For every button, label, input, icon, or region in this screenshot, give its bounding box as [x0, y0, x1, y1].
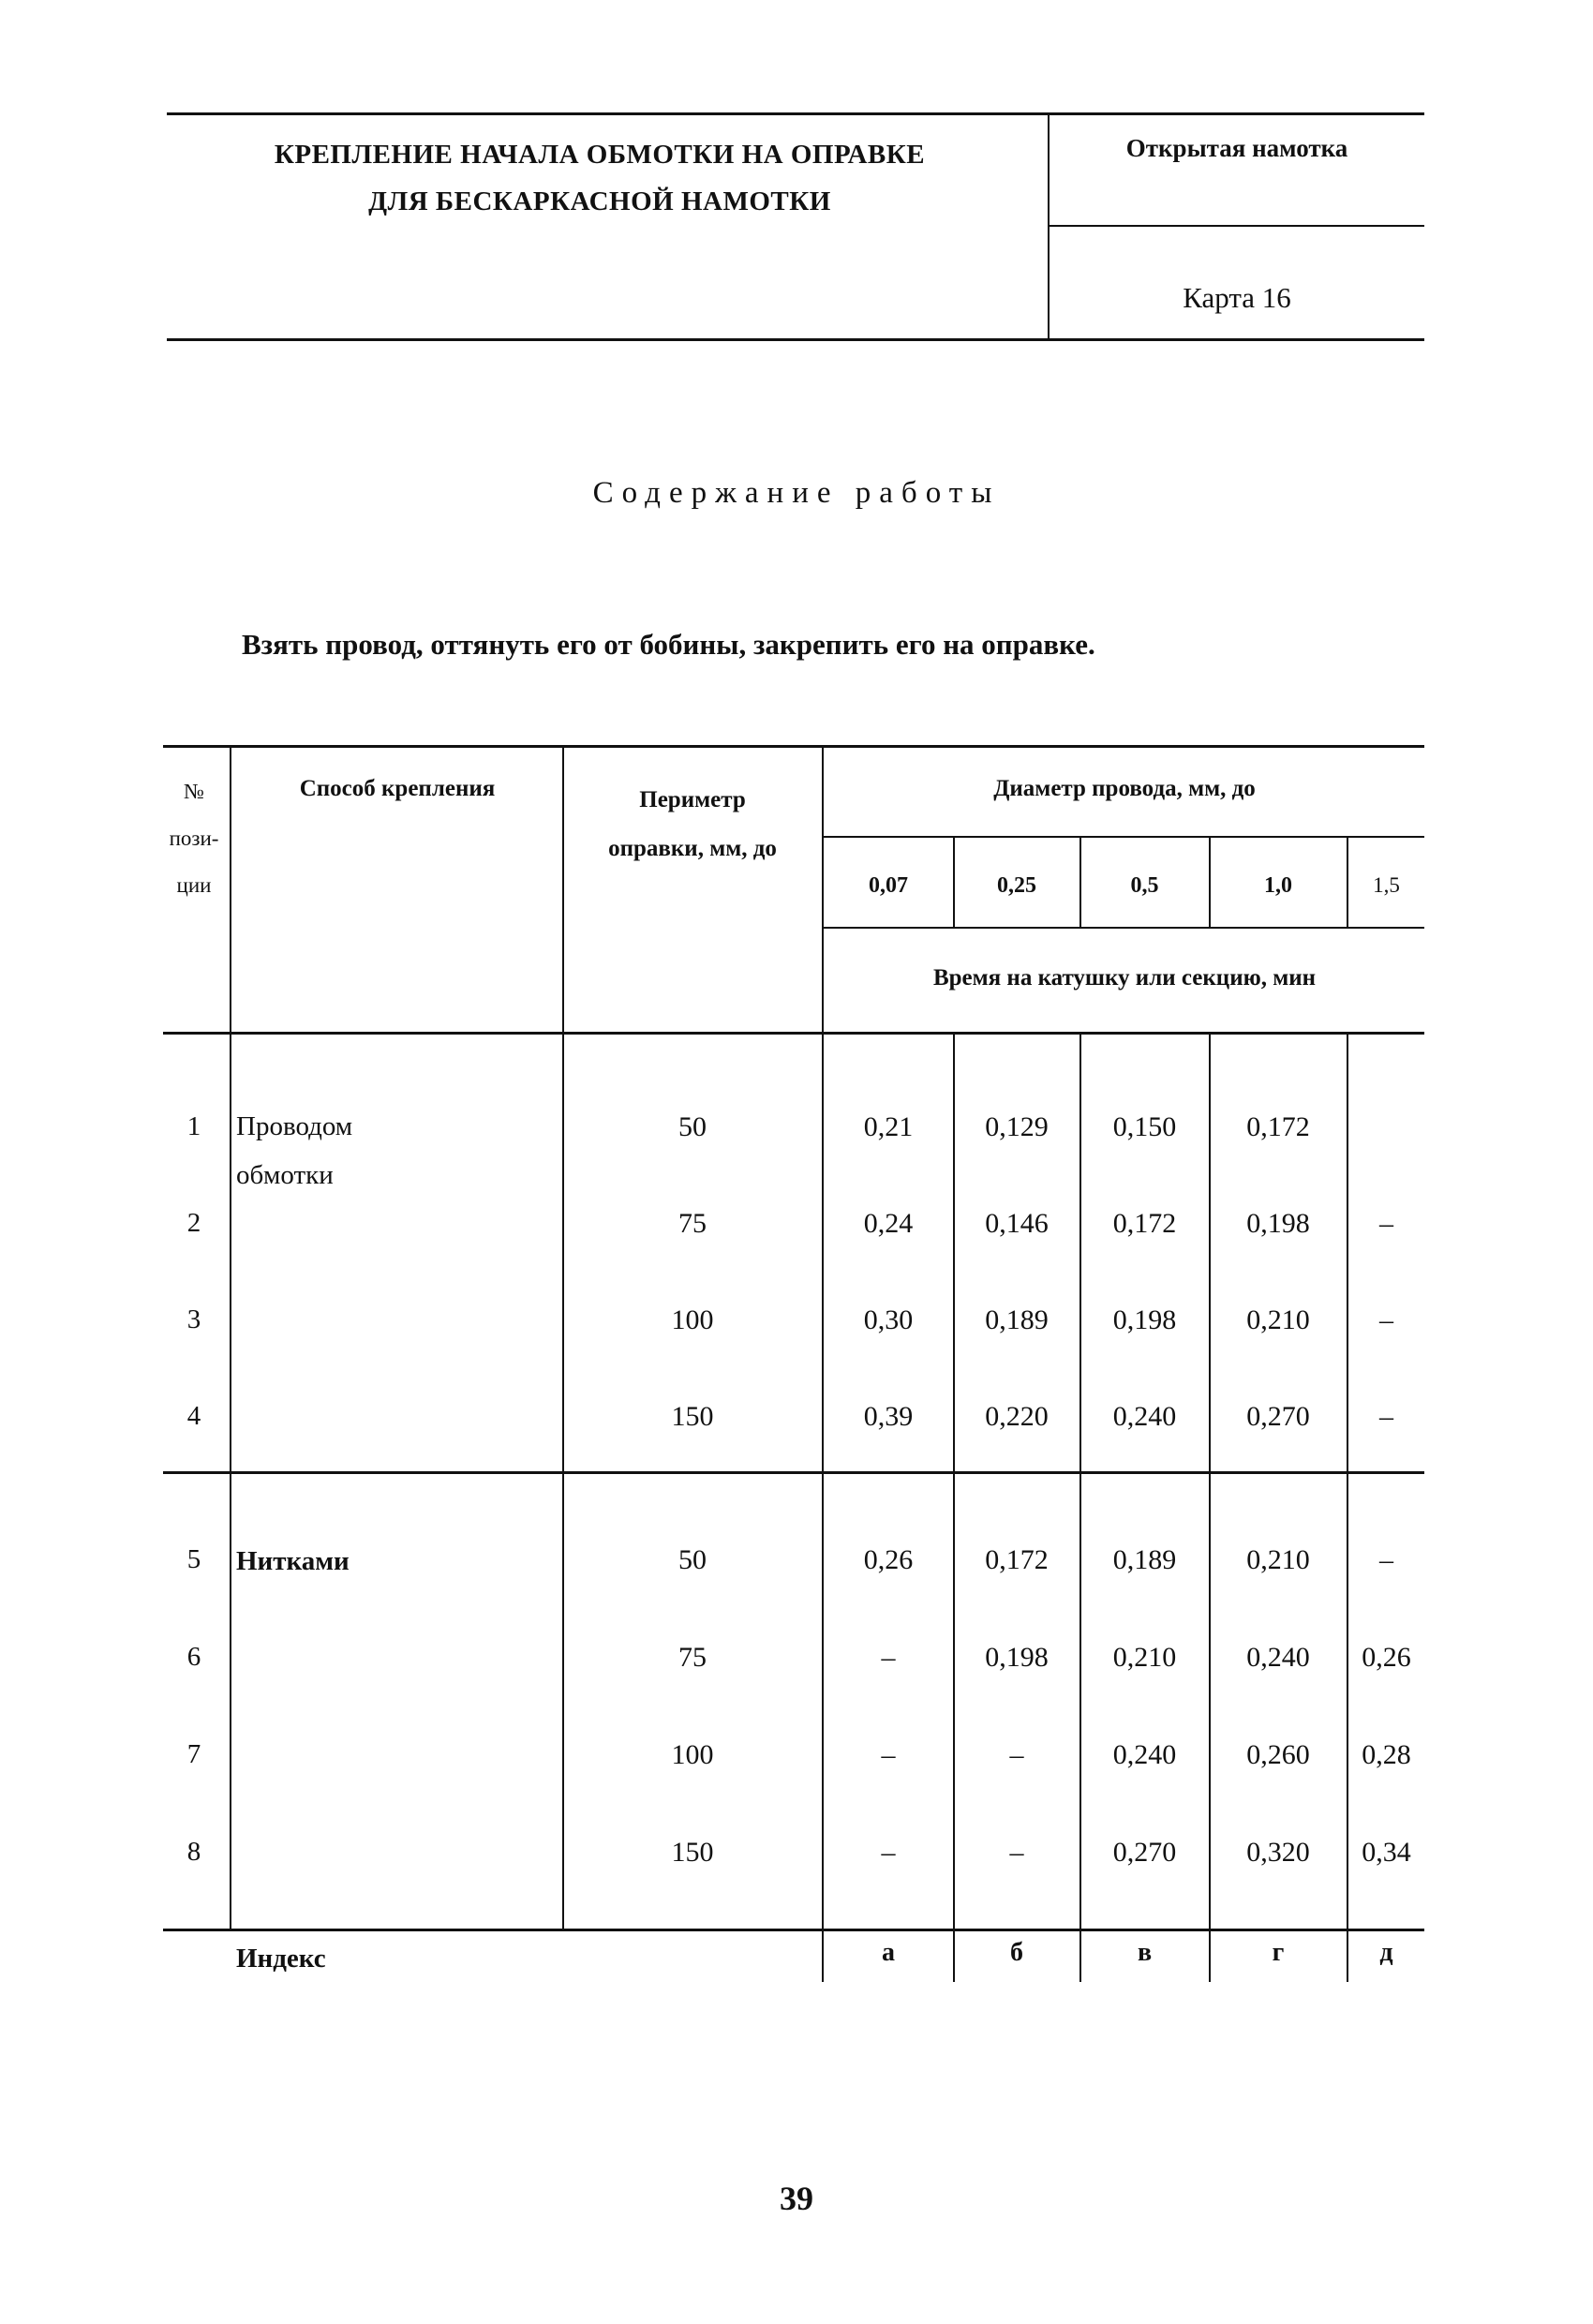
row-2-value-a: 0,24	[863, 1208, 914, 1239]
col-no-header-line1: №	[184, 780, 204, 803]
row-1-perimeter: 50	[678, 1111, 707, 1142]
row-3-value-a: 0,30	[863, 1304, 914, 1335]
col-perimeter-header-line1: Периметр	[639, 787, 746, 812]
row-4-number: 4	[186, 1401, 201, 1431]
col-method-header: Способ крепления	[299, 776, 496, 801]
row-2-value-e: –	[1379, 1208, 1393, 1239]
method-threads	[236, 1537, 350, 1586]
diameter-e: 1,5	[1373, 873, 1400, 897]
index-a: а	[882, 1938, 895, 1967]
row-8-value-d: 0,320	[1246, 1837, 1310, 1868]
document-title	[169, 131, 1031, 225]
row-2-value-c: 0,172	[1112, 1208, 1177, 1239]
index-c: в	[1137, 1938, 1153, 1967]
diameter-a: 0,07	[869, 873, 908, 898]
row-8-value-e: 0,34	[1362, 1837, 1411, 1868]
row-5-value-e: –	[1379, 1544, 1393, 1575]
table-time-rule	[823, 927, 1424, 929]
section-title: Содержание работы	[592, 476, 1001, 510]
row-4-perimeter: 150	[671, 1401, 714, 1432]
table-col-perimeter-divider	[822, 745, 824, 1982]
index-b: б	[1010, 1938, 1023, 1967]
header-category: Открытая намотка	[1125, 134, 1348, 162]
row-5-perimeter: 50	[678, 1544, 707, 1575]
index-e: д	[1379, 1938, 1393, 1967]
method-wire-line2: обмотки	[236, 1160, 334, 1190]
intro-text: Взять провод, оттянуть его от бобины, закрепить его на оправке.	[242, 628, 1095, 661]
diameter-d: 1,0	[1264, 873, 1292, 898]
header-mid-rule	[1048, 225, 1424, 227]
header-bottom-rule	[167, 338, 1424, 341]
col-diameter-header: Диаметр провода, мм, до	[993, 776, 1256, 801]
row-3-value-c: 0,198	[1112, 1304, 1177, 1335]
row-7-value-a: –	[881, 1739, 896, 1770]
row-1-number: 1	[186, 1111, 201, 1141]
index-d: г	[1272, 1938, 1285, 1967]
row-2-number: 2	[186, 1208, 201, 1238]
method-wire-line1: Проводом	[236, 1111, 353, 1141]
table-diameter-rule	[823, 836, 1424, 838]
row-2-perimeter: 75	[678, 1208, 707, 1239]
row-8-perimeter: 150	[671, 1837, 714, 1868]
document-title-line1: КРЕПЛЕНИЕ НАЧАЛА ОБМОТКИ НА ОПРАВКЕ	[274, 140, 926, 170]
row-6-value-d: 0,240	[1246, 1642, 1310, 1673]
method-wire	[236, 1102, 352, 1199]
row-8-value-a: –	[881, 1837, 896, 1868]
col-no-header-line2: пози-	[169, 827, 219, 850]
row-1-value-b: 0,129	[985, 1111, 1049, 1142]
row-7-value-d: 0,260	[1246, 1739, 1310, 1770]
row-7-value-c: 0,240	[1112, 1739, 1177, 1770]
table-group-rule	[163, 1471, 1424, 1474]
row-7-value-b: –	[1009, 1739, 1024, 1770]
row-7-perimeter: 100	[671, 1739, 714, 1770]
row-4-value-c: 0,240	[1112, 1401, 1177, 1432]
row-5-value-b: 0,172	[985, 1544, 1049, 1575]
row-6-value-e: 0,26	[1362, 1642, 1411, 1673]
col-perimeter-header-line2: оправки, мм, до	[608, 836, 777, 861]
row-3-number: 3	[186, 1304, 201, 1334]
row-1-value-d: 0,172	[1246, 1111, 1310, 1142]
row-6-value-b: 0,198	[985, 1642, 1049, 1673]
row-3-value-b: 0,189	[985, 1304, 1049, 1335]
row-6-value-a: –	[881, 1642, 896, 1673]
row-3-value-d: 0,210	[1246, 1304, 1310, 1335]
col-no-header-line3: ции	[176, 873, 212, 897]
row-6-perimeter: 75	[678, 1642, 707, 1673]
row-4-value-e: –	[1379, 1401, 1393, 1432]
row-6-value-c: 0,210	[1112, 1642, 1177, 1673]
page-number: 39	[780, 2180, 813, 2217]
header-top-rule	[167, 112, 1424, 115]
row-5-value-d: 0,210	[1246, 1544, 1310, 1575]
row-7-number: 7	[186, 1739, 201, 1769]
row-5-value-c: 0,189	[1112, 1544, 1177, 1575]
header-card-number: Карта 16	[1183, 281, 1291, 314]
document-title-line2: ДЛЯ БЕСКАРКАСНОЙ НАМОТКИ	[368, 186, 831, 216]
col-perimeter-header	[564, 776, 821, 873]
row-4-value-b: 0,220	[985, 1401, 1049, 1432]
row-5-value-a: 0,26	[863, 1544, 914, 1575]
table-header-bottom-rule	[163, 1032, 1424, 1035]
index-label: Индекс	[236, 1944, 326, 1974]
diameter-b: 0,25	[997, 873, 1036, 898]
row-8-value-b: –	[1009, 1837, 1024, 1868]
row-4-value-a: 0,39	[863, 1401, 914, 1432]
row-3-perimeter: 100	[671, 1304, 714, 1335]
table-top-rule	[163, 745, 1424, 748]
row-1-value-c: 0,150	[1112, 1111, 1177, 1142]
row-4-value-d: 0,270	[1246, 1401, 1310, 1432]
diameter-c: 0,5	[1130, 873, 1159, 898]
col-no-header	[161, 768, 227, 909]
table-col-no-divider	[230, 745, 231, 1929]
row-2-value-b: 0,146	[985, 1208, 1049, 1239]
method-threads-line1: Нитками	[236, 1546, 350, 1576]
row-1-value-a: 0,21	[863, 1111, 914, 1142]
table-body-bottom-rule	[163, 1929, 1424, 1931]
row-8-number: 8	[186, 1837, 201, 1867]
time-per-coil-header: Время на катушку или секцию, мин	[932, 965, 1317, 991]
row-8-value-c: 0,270	[1112, 1837, 1177, 1868]
row-5-number: 5	[186, 1544, 201, 1574]
row-2-value-d: 0,198	[1246, 1208, 1310, 1239]
row-6-number: 6	[186, 1642, 201, 1672]
row-7-value-e: 0,28	[1362, 1739, 1411, 1770]
row-3-value-e: –	[1379, 1304, 1393, 1335]
